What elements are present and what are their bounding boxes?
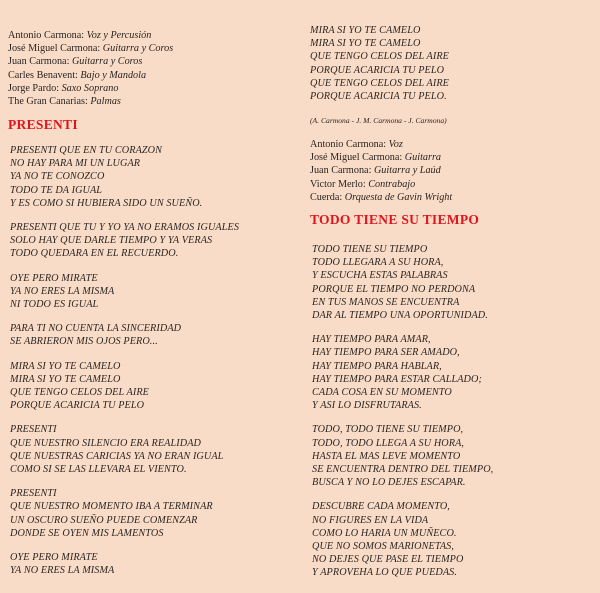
lyric-line: PORQUE ACARICIA TU PELO — [310, 64, 445, 76]
lyrics-presenti — [10, 144, 239, 588]
lyric-line: QUE TENGO CELOS DEL AIRE — [10, 387, 149, 399]
song-authors: (A. Carmona - J. M. Carmona - J. Carmona) — [310, 116, 447, 125]
lyric-line: OYE PERO MIRATE — [10, 272, 98, 284]
lyric-line: TODO, TODO LLEGA A SU HORA, — [312, 437, 465, 449]
credit-line — [8, 55, 173, 68]
lyric-line: TODO QUEDARA EN EL RECUERDO. — [10, 248, 179, 260]
credit-role: Guitarra — [404, 152, 442, 164]
lyrics-todo-tiene — [312, 243, 493, 591]
lyric-line: TODO TE DA IGUAL — [10, 184, 103, 196]
lyric-line: PARA TI NO CUENTA LA SINCERIDAD — [10, 323, 182, 335]
credit-line — [8, 42, 173, 55]
credit-name: Juan Carmona: — [310, 165, 372, 177]
credit-name: Juan Carmona: — [8, 56, 70, 68]
credit-name: Jorge Pardo: — [8, 82, 60, 94]
credit-role: Guitarra y Coros — [102, 43, 174, 55]
lyric-line: HAY TIEMPO PARA AMAR, — [312, 334, 431, 346]
stanza — [312, 333, 493, 412]
lyric-line: COMO LO HARIA UN MUÑECO. — [312, 527, 457, 539]
credit-role: Guitarra y Laúd — [373, 165, 441, 177]
credit-name: José Miguel Carmona: — [8, 43, 101, 55]
credit-role: Contrabajo — [368, 178, 416, 190]
credit-line — [310, 151, 452, 164]
lyric-line: Y APROVEHA LO QUE PUEDAS. — [312, 567, 458, 579]
credit-line — [8, 69, 173, 82]
lyric-line: EN TUS MANOS SE ENCUENTRA — [312, 296, 460, 308]
stanza — [10, 221, 239, 261]
credit-line — [310, 191, 452, 204]
credit-name: Antonio Carmona: — [8, 30, 85, 41]
credit-role: Orquesta de Gavin Wright — [344, 191, 453, 203]
lyric-line: TODO LLEGARA A SU HORA, — [312, 257, 444, 269]
credit-name: Antonio Carmona: — [310, 139, 387, 150]
song-title-todo-tiene: TODO TIENE SU TIEMPO — [310, 212, 480, 227]
lyric-line: NO DEJES QUE PASE EL TIEMPO — [312, 554, 464, 566]
credit-name: The Gran Canarias: — [8, 96, 88, 108]
credit-role: Bajo y Mandola — [80, 69, 147, 81]
lyric-line: Y ASI LO DISFRUTARAS. — [312, 400, 422, 412]
credit-role: Saxo Soprano — [61, 82, 119, 94]
lyric-line: QUE NUESTRAS CARICIAS YA NO ERAN IGUAL — [10, 450, 224, 462]
credit-name: Cuerda: — [310, 191, 343, 203]
lyric-line: PRESENTI — [10, 424, 57, 436]
credit-name: Victor Merlo: — [310, 178, 366, 190]
lyric-line: DONDE SE OYEN MIS LAMENTOS — [10, 527, 164, 539]
lyric-line: YA NO ERES LA MISMA — [10, 565, 115, 577]
lyric-line: QUE TENGO CELOS DEL AIRE — [310, 51, 449, 63]
lyric-line: TODO TIENE SU TIEMPO — [312, 244, 428, 255]
credits-presenti — [8, 29, 173, 108]
lyric-line: PORQUE ACARICIA TU PELO. — [310, 91, 447, 103]
credits-todo-tiene — [310, 138, 452, 204]
lyric-line: QUE NO SOMOS MARIONETAS, — [312, 541, 454, 553]
lyric-line: TODO, TODO TIENE SU TIEMPO, — [312, 424, 464, 436]
lyric-line: SE ENCUENTRA DENTRO DEL TIEMPO, — [312, 464, 494, 476]
lyric-line: PORQUE EL TIEMPO NO PERDONA — [312, 283, 476, 295]
credit-role: Palmas — [90, 96, 121, 108]
stanza — [10, 144, 239, 210]
credit-line — [8, 95, 173, 108]
lyric-line: BUSCA Y NO LO DEJES ESCAPAR. — [312, 477, 466, 489]
lyric-line: COMO SI SE LAS LLEVARA EL VIENTO. — [10, 464, 187, 476]
lyric-line: NI TODO ES IGUAL — [10, 299, 99, 311]
lyric-line: MIRA SI YO TE CAMELO — [10, 373, 121, 385]
lyric-line: MIRA SI YO TE CAMELO — [310, 25, 421, 36]
lyric-line: PRESENTI — [10, 488, 57, 500]
lyric-line: QUE TENGO CELOS DEL AIRE — [310, 77, 449, 89]
stanza — [10, 272, 239, 312]
lyric-line: YA NO ERES LA MISMA — [10, 285, 115, 297]
credit-name: Carles Benavent: — [8, 69, 78, 81]
stanza — [10, 423, 239, 476]
stanza — [10, 487, 239, 540]
credit-line — [310, 178, 452, 191]
lyrics-presenti-continued — [310, 24, 449, 103]
lyric-line: DAR AL TIEMPO UNA OPORTUNIDAD. — [312, 310, 488, 322]
lyric-line: NO FIGURES EN LA VIDA — [312, 514, 429, 526]
song-title-presenti: PRESENTI — [8, 117, 78, 132]
lyric-line: HASTA EL MAS LEVE MOMENTO — [312, 450, 461, 462]
stanza — [312, 500, 493, 579]
lyric-line: QUE NUESTRO MOMENTO IBA A TERMINAR — [10, 501, 213, 513]
credit-line — [8, 82, 173, 95]
lyric-line: CADA COSA EN SU MOMENTO — [312, 387, 452, 399]
stanza — [312, 423, 493, 489]
lyric-line: PRESENTI QUE EN TU CORAZON — [10, 145, 163, 156]
lyric-line: MIRA SI YO TE CAMELO — [10, 360, 121, 372]
credit-line — [310, 164, 452, 177]
lyric-line: MIRA SI YO TE CAMELO — [310, 38, 421, 50]
credit-role: Guitarra y Coros — [71, 56, 143, 68]
lyric-line: DESCUBRE CADA MOMENTO, — [312, 501, 450, 513]
lyric-line: Y ES COMO SI HUBIERA SIDO UN SUEÑO. — [10, 197, 203, 209]
lyric-line: PRESENTI QUE TU Y YO YA NO ERAMOS IGUALES — [10, 222, 240, 234]
lyric-line: HAY TIEMPO PARA ESTAR CALLADO; — [312, 373, 482, 385]
lyric-line: OYE PERO MIRATE — [10, 552, 98, 564]
credit-line — [310, 138, 452, 151]
stanza — [10, 551, 239, 577]
credit-role: Voz y Percusión — [86, 30, 152, 41]
lyric-line: HAY TIEMPO PARA SER AMADO, — [312, 347, 460, 359]
stanza — [10, 360, 239, 413]
lyric-line: UN OSCURO SUEÑO PUEDE COMENZAR — [10, 514, 198, 526]
credit-name: José Miguel Carmona: — [310, 152, 403, 164]
credit-line — [8, 29, 173, 42]
stanza — [10, 322, 239, 348]
lyric-line: SE ABRIERON MIS OJOS PERO... — [10, 336, 158, 348]
lyric-line: YA NO TE CONOZCO — [10, 171, 105, 183]
lyric-line: NO HAY PARA MI UN LUGAR — [10, 158, 141, 170]
credit-role: Voz — [388, 139, 403, 150]
stanza — [312, 243, 493, 322]
lyric-line: QUE NUESTRO SILENCIO ERA REALIDAD — [10, 437, 202, 449]
lyric-line: PORQUE ACARICIA TU PELO — [10, 400, 145, 412]
lyric-line: SOLO HAY QUE DARLE TIEMPO Y YA VERAS — [10, 235, 213, 247]
lyric-line: Y ESCUCHA ESTAS PALABRAS — [312, 270, 448, 282]
lyric-line: HAY TIEMPO PARA HABLAR, — [312, 360, 442, 372]
